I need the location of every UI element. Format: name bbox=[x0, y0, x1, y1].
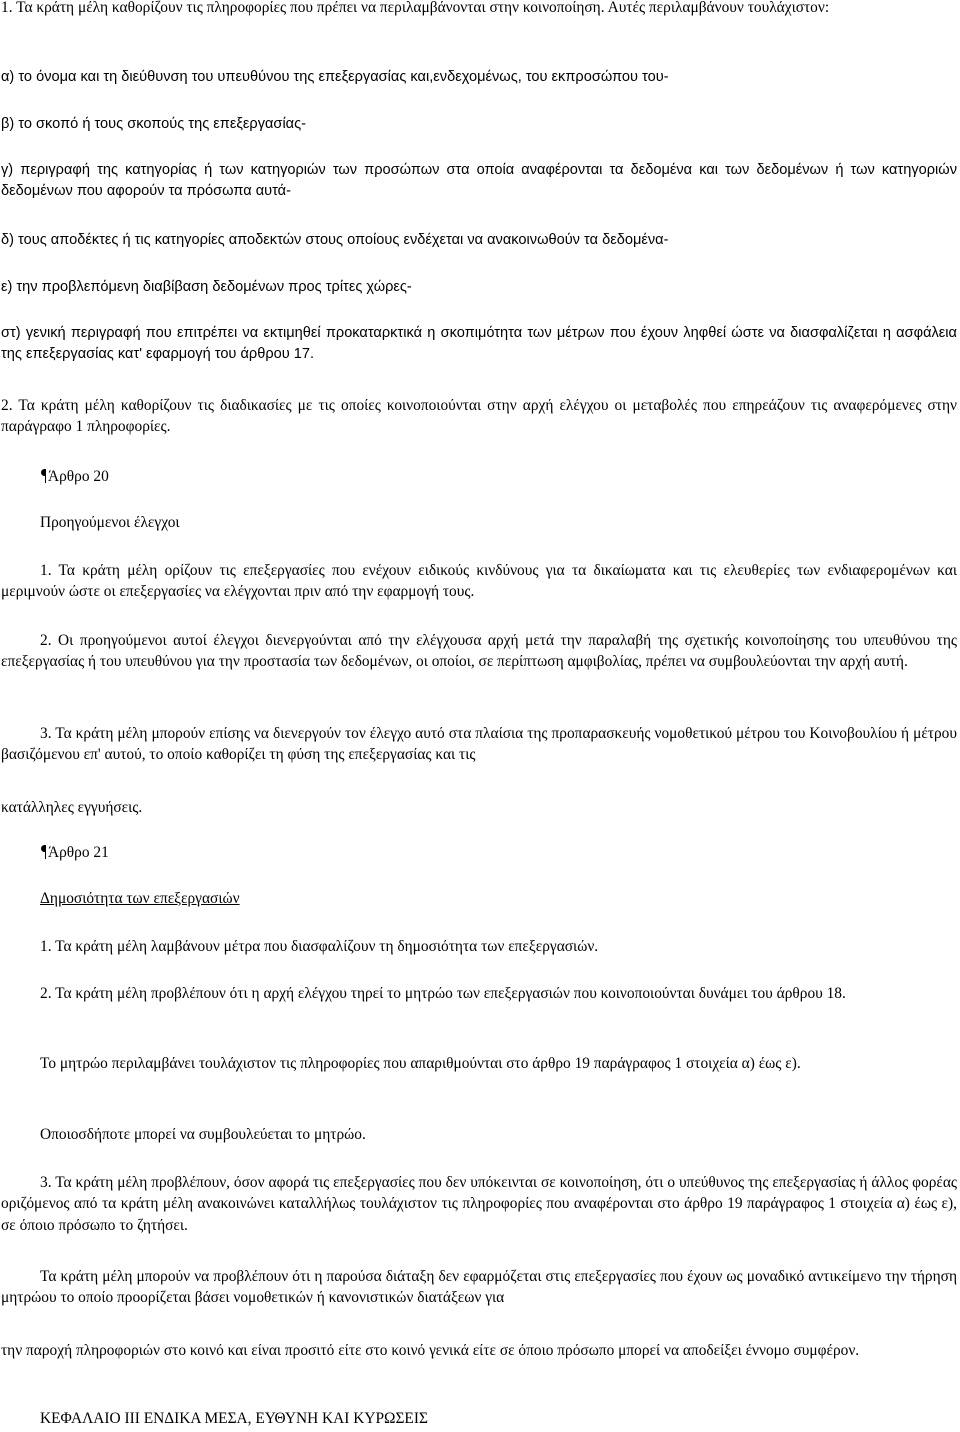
chapter-heading: ΚΕΦΑΛΑΙΟ ΙΙΙ ΕΝΔΙΚΑ ΜΕΣΑ, ΕΥΘΥΝΗ ΚΑΙ ΚΥΡΩΣΕΙΣ bbox=[40, 1410, 428, 1427]
article21-heading bbox=[40, 842, 109, 863]
article19-item-st: στ) γενική περιγραφή που επιτρέπει να εκτιμηθεί προκαταρκτικά η σκοπιμότητα των μέτρων που έχουν ληφθεί ώστε να διασφαλίζεται η ασφάλεια της επεξεργασίας κατ' εφαρμογή του άρθρου 17. bbox=[1, 325, 957, 363]
article19-item-e: ε) την προβλεπόμενη διαβίβαση δεδομένων προς τρίτες χώρες- bbox=[1, 279, 412, 295]
paragraph-mark-icon bbox=[40, 468, 46, 483]
article19-item-c: γ) περιγραφή της κατηγορίας ή των κατηγοριών των προσώπων στα οποία αναφέρονται τα δεδομένα και των δεδομένων ή των κατηγοριών δεδομένων που αφορούν τα πρόσωπα αυτά- bbox=[1, 162, 957, 200]
article20-paragraph-3: 3. Τα κράτη μέλη μπορούν επίσης να διενεργούν τον έλεγχο αυτό στα πλαίσια της προπαρασκευής νομοθετικού μέτρου του Κοινοβουλίου ή μέτρου βασιζόμενου επ' αυτού, το οποίο καθορίζει τη φύση της επεξεργασίας και τις bbox=[1, 725, 957, 764]
article20-paragraph-3-end: κατάλληλες εγγυήσεις. bbox=[1, 799, 143, 816]
article19-paragraph-2: 2. Τα κράτη μέλη καθορίζουν τις διαδικασίες με τις οποίες κοινοποιούνται στην αρχή ελέγχου οι μεταβολές που επηρεάζουν τις αναφερόμενες στην παράγραφο 1 πληροφορίες. bbox=[1, 397, 957, 436]
article19-item-d: δ) τους αποδέκτες ή τις κατηγορίες αποδεκτών στους οποίους ενδέχεται να ανακοινωθούν τα δεδομένα- bbox=[1, 232, 669, 248]
article21-paragraph-2: 2. Τα κράτη μέλη προβλέπουν ότι η αρχή ελέγχου τηρεί το μητρώο των επεξεργασιών που κοινοποιούνται δυνάμει του άρθρου 18. bbox=[40, 985, 846, 1002]
article19-paragraph-1-intro: 1. Τα κράτη μέλη καθορίζουν τις πληροφορίες που πρέπει να περιλαμβάνονται στην κοινοποίηση. Αυτές περιλαμβάνουν τουλάχιστον: bbox=[1, 0, 830, 16]
article20-heading bbox=[40, 466, 109, 487]
article19-item-b: β) το σκοπό ή τους σκοπούς της επεξεργασίας- bbox=[1, 116, 307, 132]
article21-register-access: Οποιοσδήποτε μπορεί να συμβουλεύεται το μητρώο. bbox=[40, 1126, 366, 1143]
article21-register-contents: Το μητρώο περιλαμβάνει τουλάχιστον τις πληροφορίες που απαριθμούνται στο άρθρο 19 παράγραφος 1 στοιχεία α) έως ε). bbox=[40, 1055, 801, 1072]
paragraph-mark-icon bbox=[40, 844, 46, 859]
article21-exception: Τα κράτη μέλη μπορούν να προβλέπουν ότι η παρούσα διάταξη δεν εφαρμόζεται στις επεξεργασίες που έχουν ως μοναδικό αντικείμενο την τήρηση μητρώου το οποίο προορίζεται βάσει νομοθετικών ή κανονιστικών διατάξεων για bbox=[1, 1268, 957, 1307]
article21-exception-end: την παροχή πληροφοριών στο κοινό και είναι προσιτό είτε στο κοινό γενικά είτε σε όποιο πρόσωπο μπορεί να αποδείξει έννομο συμφέρον. bbox=[1, 1342, 860, 1359]
article21-title: Δημοσιότητα των επεξεργασιών bbox=[40, 890, 240, 907]
article21-heading-text: Άρθρο 21 bbox=[48, 844, 109, 861]
article20-title: Προηγούμενοι έλεγχοι bbox=[40, 514, 180, 531]
article20-heading-text: Άρθρο 20 bbox=[48, 468, 109, 485]
article19-item-a: α) το όνομα και τη διεύθυνση του υπευθύνου της επεξεργασίας και,ενδεχομένως, του εκπροσώπου του- bbox=[1, 69, 669, 85]
article21-paragraph-1: 1. Τα κράτη μέλη λαμβάνουν μέτρα που διασφαλίζουν τη δημοσιότητα των επεξεργασιών. bbox=[40, 938, 599, 955]
article21-paragraph-3: 3. Τα κράτη μέλη προβλέπουν, όσον αφορά τις επεξεργασίες που δεν υπόκεινται σε κοινοποίηση, ότι ο υπεύθυνος της επεξεργασίας ή άλλος φορέας οριζόμενος από τα κράτη μέλη ανακοινώνει καταλλήλως τουλάχιστον τις πληροφορίες που αναφέρονται στο άρθρο 19 παράγραφος 1 στοιχεία α) έως ε), σε όποιο πρόσωπο το ζητήσει. bbox=[1, 1174, 957, 1234]
article20-paragraph-2: 2. Οι προηγούμενοι αυτοί έλεγχοι διενεργούνται από την ελέγχουσα αρχή μετά την παραλαβή της σχετικής κοινοποίησης του υπευθύνου της επεξεργασίας ή του υπευθύνου για την προστασία των δεδομένων, οι οποίοι, σε περίπτωση αμφιβολίας, πρέπει να συμβουλεύονται την αρχή αυτή. bbox=[1, 632, 957, 671]
article20-paragraph-1: 1. Τα κράτη μέλη ορίζουν τις επεξεργασίες που ενέχουν ειδικούς κινδύνους για τα δικαίωματα και τις ελευθερίες των ενδιαφερομένων και μεριμνούν ώστε οι επεξεργασίες να ελέγχονται πριν από την εφαρμογή τους. bbox=[1, 562, 957, 601]
